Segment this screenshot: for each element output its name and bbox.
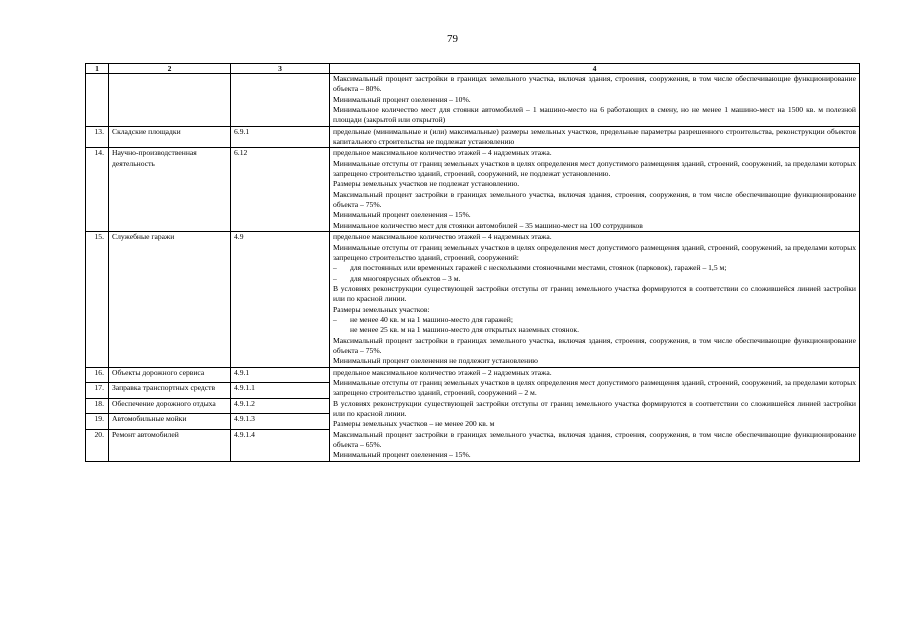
param-text: В условиях реконструкции существующей застройки отступы от границ земельного участка формируются в соответствии со сложившейся линией застройки или по красной линии. [333, 398, 856, 418]
page-number: 79 [447, 33, 458, 45]
bullet-text: не менее 40 кв. м на 1 машино-место для гаражей; [350, 314, 513, 324]
row-number-cell: 19. [86, 414, 109, 430]
row-params-cell [330, 232, 860, 367]
row-number-cell: 16. [86, 367, 109, 383]
param-text: Максимальный процент застройки в границах земельного участка, включая здания, строения, сооружения, в том числе обеспечивающие функционирование объекта – 65%. [333, 429, 856, 450]
param-text: Минимальные отступы от границ земельных участков в целях определения мест допустимого размещения зданий, строений, сооружений, за пределами которых запрещено строительство зданий, строений, сооружений, не подлежат установлению. [333, 158, 856, 179]
zoning-parameters-table [85, 63, 860, 462]
param-text: Размеры земельных участков не подлежат установлению. [333, 179, 520, 189]
header-col-1: 1 [86, 64, 109, 74]
row-params-cell [330, 148, 860, 232]
param-text: Минимальный процент озеленения – 15%. [333, 450, 471, 460]
param-text: Максимальный процент застройки в границах земельного участка, включая здания, строения, сооружения, в том числе обеспечивающие функционирование объекта – 75%. [333, 189, 856, 210]
bullet-text: для многоярусных объектов – 3 м. [350, 273, 461, 283]
row-number-cell: 17. [86, 383, 109, 399]
bullet-item [333, 263, 856, 273]
param-text: Минимальное количество мест для стоянки автомобилей – 35 машино-мест на 100 сотрудников [333, 220, 643, 230]
row-code-cell: 4.9 [231, 232, 330, 367]
param-text: Размеры земельных участков – не менее 200 кв. м [333, 419, 495, 429]
row-number-cell: 14. [86, 148, 109, 232]
param-text: Максимальный процент застройки в границах земельного участка, включая здания, строения, сооружения, в том числе обеспечивающие функционирование объекта – 75%. [333, 335, 856, 355]
bullet-text: для постоянных или временных гаражей с несколькими стояночными местами, стоянок (парковок), гаражей – 1,5 м; [350, 263, 727, 273]
bullet-item [333, 315, 856, 325]
param-text: Минимальный процент озеленения – 10%. [333, 94, 471, 104]
param-text-indented: не менее 25 кв. м на 1 машино-место для открытых наземных стоянок. [350, 325, 579, 335]
row-code-cell: 6.12 [231, 148, 330, 232]
header-col-4: 4 [330, 64, 860, 74]
header-col-3: 3 [231, 64, 330, 74]
dash-bullet: – [333, 314, 337, 324]
dash-bullet: – [333, 263, 337, 273]
group-params-cell [330, 367, 860, 461]
table-header-row [86, 64, 860, 74]
table-row-16 [86, 367, 860, 383]
row-name-cell: Заправка транспортных средств [109, 383, 231, 399]
row-number-cell: 18. [86, 398, 109, 414]
row-code-cell: 6.9.1 [231, 126, 330, 148]
row-name-cell: Объекты дорожного сервиса [109, 367, 231, 383]
row-name-cell: Научно-производственная деятельность [109, 148, 231, 232]
row-number-cell: 15. [86, 232, 109, 367]
param-text: Минимальный процент озеленения не подлежит установлению [333, 356, 538, 366]
bullet-item [333, 274, 856, 284]
row-number-cell: 13. [86, 126, 109, 148]
table-row-continuation [86, 74, 860, 127]
row-number-cell [86, 74, 109, 127]
table-row-15 [86, 232, 860, 367]
row-name-cell [109, 74, 231, 127]
param-text: Размеры земельных участков: [333, 304, 430, 314]
dash-bullet: – [333, 273, 337, 283]
row-code-cell [231, 74, 330, 127]
param-text: В условиях реконструкции существующей застройки отступы от границ земельного участка формируются в соответствии со сложившейся линией застройки или по красной линии. [333, 283, 856, 304]
row-params-cell [330, 126, 860, 148]
param-text: предельное максимальное количество этажей – 4 надземных этажа. [333, 232, 552, 242]
param-text: Минимальные отступы от границ земельных участков в целях определения мест допустимого размещения зданий, строений, сооружений, за пределами которых запрещено строительство зданий, строений, сооружений – 2 м. [333, 377, 856, 398]
row-params-cell [330, 74, 860, 127]
row-name-cell: Служебные гаражи [109, 232, 231, 367]
header-col-2: 2 [109, 64, 231, 74]
param-text: Минимальное количество мест для стоянки автомобилей – 1 машино-место на 6 работающих в смену, но не менее 1 машино-мест на 1500 кв. м полезной площади (закрытой или открытой) [333, 105, 856, 125]
row-number-cell: 20. [86, 429, 109, 461]
param-text: Максимальный процент застройки в границах земельного участка, включая здания, строения, сооружения, в том числе обеспечивающие функционирование объекта – 80%. [333, 74, 856, 94]
param-text: Минимальный процент озеленения – 15%. [333, 210, 471, 220]
param-text: предельное максимальное количество этажей – 2 надземных этажа. [333, 367, 552, 377]
table-row-14 [86, 148, 860, 232]
table-row-13 [86, 126, 860, 148]
param-text: Минимальные отступы от границ земельных участков в целях определения мест допустимого размещения зданий, строений, сооружений, за пределами которых запрещено строительство зданий, строений, сооружений: [333, 242, 856, 262]
row-name-cell: Ремонт автомобилей [109, 429, 231, 461]
row-code-cell: 4.9.1.4 [231, 429, 330, 461]
row-name-cell: Обеспечение дорожного отдыха [109, 398, 231, 414]
row-name-cell: Складские площадки [109, 126, 231, 148]
row-name-cell: Автомобильные мойки [109, 414, 231, 430]
row-code-cell: 4.9.1.1 [231, 383, 330, 399]
row-code-cell: 4.9.1.3 [231, 414, 330, 430]
row-code-cell: 4.9.1.2 [231, 398, 330, 414]
param-text: предельные (минимальные и (или) максимальные) размеры земельных участков, предельные параметры разрешенного строительства, реконструкции объектов капитального строительства не подлежат установлению [333, 126, 856, 147]
param-text: предельное максимальное количество этажей – 4 надземных этажа. [333, 148, 552, 158]
row-code-cell: 4.9.1 [231, 367, 330, 383]
